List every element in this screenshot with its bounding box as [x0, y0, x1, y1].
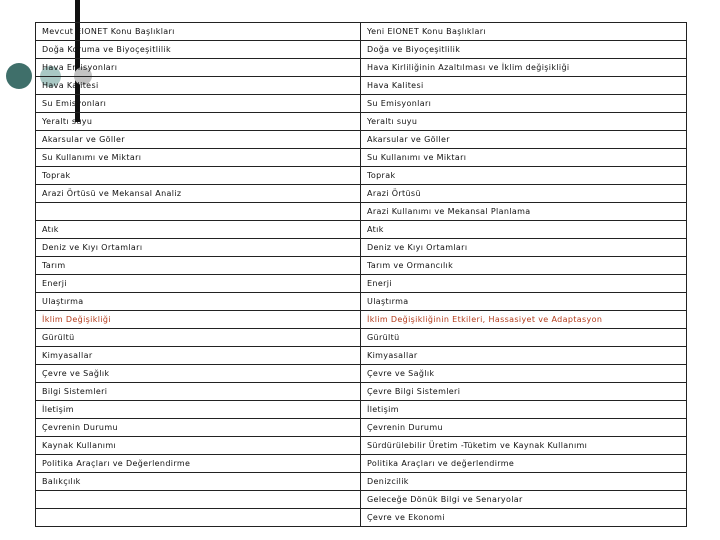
new-topic-cell: Çevre ve Sağlık: [361, 365, 687, 383]
current-topic-cell: Gürültü: [36, 329, 361, 347]
table-row: [36, 113, 687, 131]
new-topic-cell: Çevrenin Durumu: [361, 419, 687, 437]
table-row: [36, 509, 687, 527]
table-row: [36, 383, 687, 401]
new-topic-cell: Atık: [361, 221, 687, 239]
current-topic-cell: [36, 509, 361, 527]
table-row: [36, 293, 687, 311]
table-row: [36, 419, 687, 437]
new-topic-cell: Yeraltı suyu: [361, 113, 687, 131]
current-topic-cell: [36, 491, 361, 509]
current-topic-cell: Atık: [36, 221, 361, 239]
table-row: [36, 491, 687, 509]
current-topic-cell: Deniz ve Kıyı Ortamları: [36, 239, 361, 257]
current-topic-cell: Kimyasallar: [36, 347, 361, 365]
header-new-topics: Yeni EIONET Konu Başlıkları: [361, 23, 687, 41]
current-topic-cell-highlighted: İklim Değişikliği: [36, 311, 361, 329]
table-row: [36, 455, 687, 473]
current-topic-cell: Arazi Örtüsü ve Mekansal Analiz: [36, 185, 361, 203]
table-row: [36, 473, 687, 491]
current-topic-cell: Tarım: [36, 257, 361, 275]
current-topic-cell: Su Emisyonları: [36, 95, 361, 113]
new-topic-cell: Hava Kirliliğinin Azaltılması ve İklim değişikliği: [361, 59, 687, 77]
current-topic-cell: Bilgi Sistemleri: [36, 383, 361, 401]
current-topic-cell: Doğa Koruma ve Biyoçeşitlilik: [36, 41, 361, 59]
current-topic-cell: Ulaştırma: [36, 293, 361, 311]
new-topic-cell: Denizcilik: [361, 473, 687, 491]
new-topic-cell: Tarım ve Ormancılık: [361, 257, 687, 275]
current-topic-cell: Akarsular ve Göller: [36, 131, 361, 149]
table-row: [36, 131, 687, 149]
new-topic-cell-highlighted: İklim Değişikliğinin Etkileri, Hassasiyet ve Adaptasyon: [361, 311, 687, 329]
header-current-topics: Mevcut EIONET Konu Başlıkları: [36, 23, 361, 41]
new-topic-cell: Hava Kalitesi: [361, 77, 687, 95]
current-topic-cell: Enerji: [36, 275, 361, 293]
table-row: [36, 41, 687, 59]
table-row: [36, 365, 687, 383]
current-topic-cell: Hava Kalitesi: [36, 77, 361, 95]
new-topic-cell: Sürdürülebilir Üretim -Tüketim ve Kaynak Kullanımı: [361, 437, 687, 455]
table-row: [36, 77, 687, 95]
current-topic-cell: Hava Emisyonları: [36, 59, 361, 77]
new-topic-cell: Su Kullanımı ve Miktarı: [361, 149, 687, 167]
table-row: [36, 221, 687, 239]
table-row: [36, 329, 687, 347]
current-topic-cell: Toprak: [36, 167, 361, 185]
table-row: [36, 257, 687, 275]
new-topic-cell: Arazi Örtüsü: [361, 185, 687, 203]
table-row: [36, 401, 687, 419]
current-topic-cell: Kaynak Kullanımı: [36, 437, 361, 455]
current-topic-cell: Su Kullanımı ve Miktarı: [36, 149, 361, 167]
table-row: [36, 347, 687, 365]
new-topic-cell: Deniz ve Kıyı Ortamları: [361, 239, 687, 257]
table-row: [36, 167, 687, 185]
new-topic-cell: Enerji: [361, 275, 687, 293]
current-topic-cell: Yeraltı suyu: [36, 113, 361, 131]
new-topic-cell: İletişim: [361, 401, 687, 419]
new-topic-cell: Su Emisyonları: [361, 95, 687, 113]
table-row: [36, 203, 687, 221]
new-topic-cell: Gürültü: [361, 329, 687, 347]
table-row: [36, 311, 687, 329]
topic-comparison-table: [35, 22, 687, 527]
current-topic-cell: Balıkçılık: [36, 473, 361, 491]
new-topic-cell: Toprak: [361, 167, 687, 185]
table-row: [36, 149, 687, 167]
table-row: [36, 437, 687, 455]
new-topic-cell: Kimyasallar: [361, 347, 687, 365]
new-topic-cell: Akarsular ve Göller: [361, 131, 687, 149]
new-topic-cell: Çevre ve Ekonomi: [361, 509, 687, 527]
table-row: [36, 95, 687, 113]
new-topic-cell: Doğa ve Biyoçeşitlilik: [361, 41, 687, 59]
current-topic-cell: [36, 203, 361, 221]
new-topic-cell: Geleceğe Dönük Bilgi ve Senaryolar: [361, 491, 687, 509]
table-body: [36, 23, 687, 527]
new-topic-cell: Politika Araçları ve değerlendirme: [361, 455, 687, 473]
new-topic-cell: Çevre Bilgi Sistemleri: [361, 383, 687, 401]
table-row: [36, 239, 687, 257]
current-topic-cell: Politika Araçları ve Değerlendirme: [36, 455, 361, 473]
table-row: [36, 275, 687, 293]
table-row: [36, 59, 687, 77]
current-topic-cell: Çevre ve Sağlık: [36, 365, 361, 383]
table-header-row: [36, 23, 687, 41]
decorative-dot-large: [6, 63, 32, 89]
table-row: [36, 185, 687, 203]
new-topic-cell: Ulaştırma: [361, 293, 687, 311]
new-topic-cell: Arazi Kullanımı ve Mekansal Planlama: [361, 203, 687, 221]
current-topic-cell: İletişim: [36, 401, 361, 419]
current-topic-cell: Çevrenin Durumu: [36, 419, 361, 437]
